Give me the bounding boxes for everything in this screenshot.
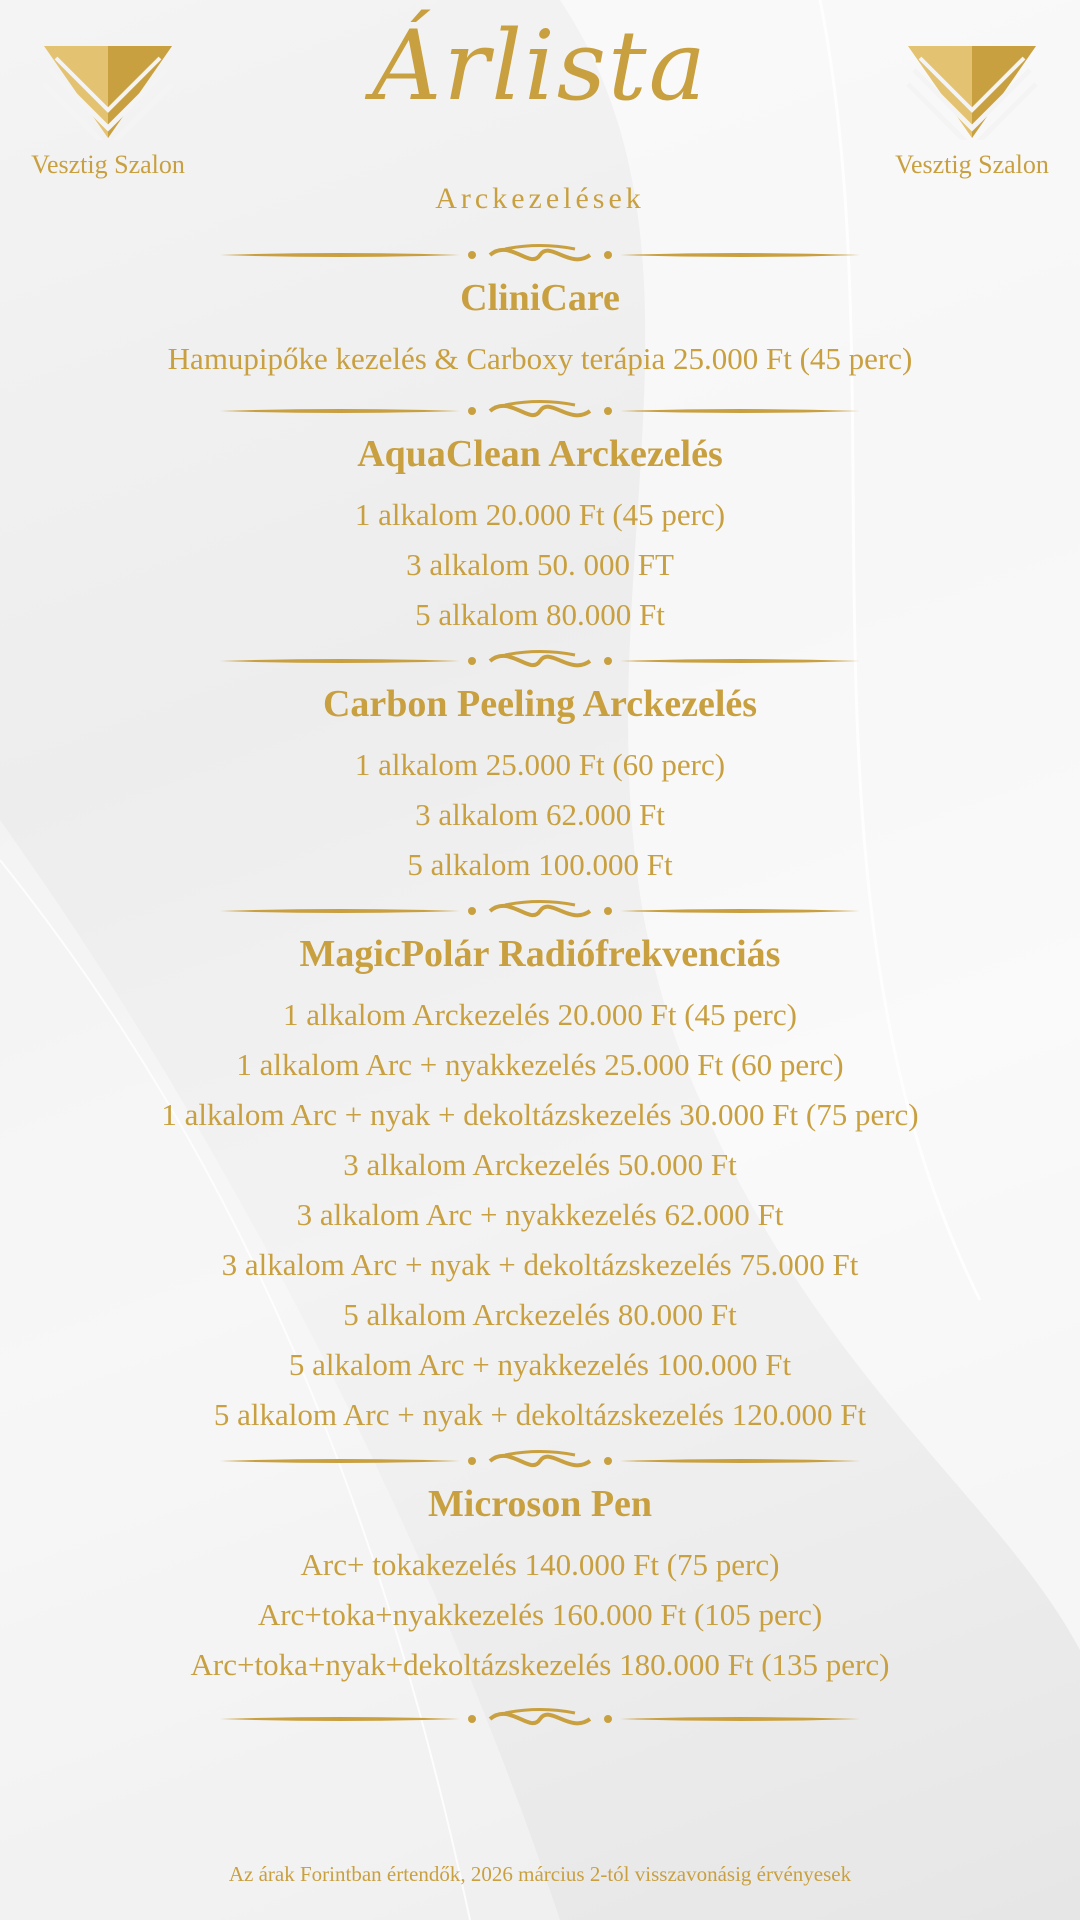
price-line: Arc+toka+nyak+dekoltázskezelés 180.000 Ft (135 perc)	[190, 1647, 890, 1682]
page-title: Árlista	[372, 10, 708, 122]
ornament-divider-icon	[220, 1446, 860, 1476]
section-title: CliniCare	[460, 277, 620, 319]
price-line: 1 alkalom Arc + nyakkezelés 25.000 Ft (60 perc)	[236, 1047, 844, 1082]
footer-note: Az árak Forintban értendők, 2026 március 2-tól visszavonásig érvényesek	[228, 1862, 852, 1886]
price-line: Arc+ tokakezelés 140.000 Ft (75 perc)	[300, 1547, 780, 1582]
ornament-divider-icon	[220, 896, 860, 926]
price-line: 3 alkalom Arc + nyakkezelés 62.000 Ft	[296, 1197, 784, 1232]
price-line: 3 alkalom 62.000 Ft	[415, 797, 665, 832]
ornament-divider-icon	[220, 240, 860, 270]
price-line: 5 alkalom Arc + nyak + dekoltázskezelés 120.000 Ft	[213, 1397, 867, 1432]
brand-name-left: Vesztig Szalon	[31, 150, 185, 179]
price-line: 5 alkalom 80.000 Ft	[415, 597, 665, 632]
price-line: 1 alkalom 20.000 Ft (45 perc)	[354, 497, 726, 532]
price-line: 3 alkalom Arc + nyak + dekoltázskezelés 75.000 Ft	[221, 1247, 859, 1282]
price-line: 5 alkalom Arc + nyakkezelés 100.000 Ft	[288, 1347, 792, 1382]
price-list	[0, 240, 1080, 1734]
price-line: 5 alkalom 100.000 Ft	[407, 847, 673, 882]
page-subtitle: Arckezelések	[435, 182, 645, 215]
price-line: 1 alkalom Arckezelés 20.000 Ft (45 perc)	[283, 997, 797, 1032]
price-line: Arc+toka+nyakkezelés 160.000 Ft (105 perc)	[257, 1597, 823, 1632]
ornament-divider-icon	[220, 1704, 860, 1734]
section-title: Microson Pen	[427, 1483, 653, 1525]
ornament-divider-icon	[220, 646, 860, 676]
section-title: Carbon Peeling Arckezelés	[322, 683, 758, 725]
price-line: 1 alkalom Arc + nyak + dekoltázskezelés 30.000 Ft (75 perc)	[161, 1097, 919, 1132]
ornament-divider-icon	[220, 396, 860, 426]
brand-name-right: Vesztig Szalon	[895, 150, 1049, 179]
price-line: 3 alkalom Arckezelés 50.000 Ft	[343, 1147, 737, 1182]
section-title: AquaClean Arckezelés	[357, 433, 723, 475]
price-line: 3 alkalom 50. 000 FT	[406, 547, 674, 582]
price-line: Hamupipőke kezelés & Carboxy terápia 25.000 Ft (45 perc)	[167, 341, 913, 376]
price-line: 1 alkalom 25.000 Ft (60 perc)	[354, 747, 726, 782]
price-line: 5 alkalom Arckezelés 80.000 Ft	[343, 1297, 737, 1332]
section-title: MagicPolár Radiófrekvenciás	[299, 933, 781, 975]
